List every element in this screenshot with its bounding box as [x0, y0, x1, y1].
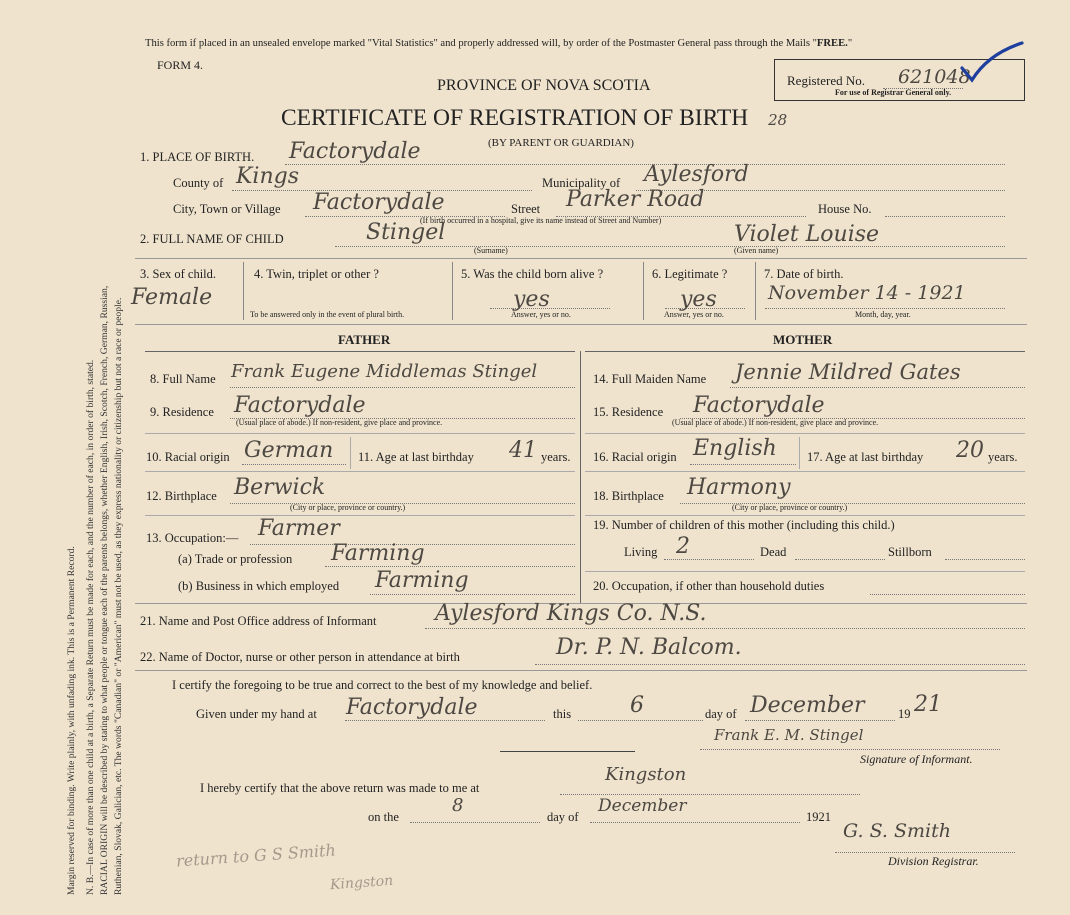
mother-residence-label: 15. Residence — [593, 405, 664, 419]
house-no-label: House No. — [818, 202, 872, 216]
informant-signature: Frank E. M. Stingel — [714, 726, 864, 744]
margin-note-nb: N. B.—In case of more than one child at a birth, a Separate Return must be made for each, and the number of each, in order of birth, stated. — [85, 359, 96, 895]
pencil-note-line1: return to G S Smith — [175, 840, 337, 871]
born-alive-note: Answer, yes or no. — [511, 310, 571, 319]
informant-signature-line — [700, 749, 1000, 750]
legitimate-note: Answer, yes or no. — [664, 310, 724, 319]
mother-residence-value: Factorydale — [693, 393, 825, 418]
dead-label: Dead — [760, 545, 787, 559]
page-subtitle: (BY PARENT OR GUARDIAN) — [488, 137, 634, 149]
mother-name-line — [730, 387, 1025, 388]
child-name-label: 2. FULL NAME OF CHILD — [140, 232, 284, 246]
registrar-day-line — [410, 822, 540, 823]
certification-day-value: 6 — [630, 693, 644, 718]
informant-signature-caption: Signature of Informant. — [860, 752, 973, 766]
registrar-day-value: 8 — [452, 795, 464, 816]
given-under-hand-label: Given under my hand at — [196, 707, 317, 721]
stillborn-line — [945, 559, 1025, 560]
column-divider — [580, 351, 581, 603]
mother-racial-age-sep — [799, 437, 800, 469]
certification-separator — [500, 751, 635, 752]
father-name-label: 8. Full Name — [150, 372, 216, 386]
registrar-month-line — [590, 822, 800, 823]
registrar-statement: I hereby certify that the above return was made to me at — [200, 781, 480, 795]
living-line — [664, 559, 754, 560]
mother-racial-label: 16. Racial origin — [593, 450, 677, 464]
registrar-place-value: Kingston — [605, 764, 687, 785]
row3-sep-2 — [452, 262, 453, 320]
mother-birthplace-label: 18. Birthplace — [593, 489, 664, 503]
row3-bottom-rule — [135, 324, 1027, 325]
county-label: County of — [173, 176, 224, 190]
this-label: this — [553, 707, 572, 721]
page-title — [281, 107, 787, 131]
mother-birthplace-value: Harmony — [687, 475, 791, 500]
city-label: City, Town or Village — [173, 202, 281, 216]
mother-racial-top-rule — [585, 433, 1025, 434]
street-label: Street — [511, 202, 541, 216]
living-label: Living — [624, 545, 658, 559]
registrar-day-of-label: day of — [547, 810, 579, 824]
mother-age-label: 17. Age at last birthday — [807, 450, 924, 464]
mother-residence-note: (Usual place of abode.) If non-resident, give place and province. — [672, 418, 879, 427]
father-age-value: 41 — [509, 438, 537, 463]
surname-caption: (Surname) — [474, 246, 508, 255]
mother-occupation-top-rule — [585, 571, 1025, 572]
mother-heading: MOTHER — [773, 332, 833, 347]
father-racial-label: 10. Racial origin — [146, 450, 230, 464]
margin-note-racial-origin: RACIAL ORIGIN will be described by stating to what people or tongue each of the parents belongs, whether English, Irish, Scotch, French, German, Russian, — [99, 285, 110, 895]
registrar-month-value: December — [598, 796, 687, 816]
father-birthplace-top-rule — [145, 471, 575, 472]
registered-no-label: Registered No. — [787, 73, 865, 88]
registrar-place-line — [560, 794, 860, 795]
mother-name-value: Jennie Mildred Gates — [735, 360, 961, 384]
row3-top-rule — [135, 258, 1027, 259]
sex-label: 3. Sex of child. — [140, 267, 217, 281]
twin-note: To be answered only in the event of plural birth. — [250, 310, 405, 319]
mother-birthplace-note: (City or place, province or country.) — [732, 503, 848, 512]
city-value: Factorydale — [313, 190, 445, 215]
father-trade-value: Farming — [331, 541, 425, 566]
living-value: 2 — [676, 534, 690, 559]
certification-place-line — [345, 720, 545, 721]
legitimate-line — [665, 308, 745, 309]
doctor-bottom-rule — [135, 670, 1027, 671]
mother-children-label: 19. Number of children of this mother (including this child.) — [593, 518, 895, 532]
father-name-value: Frank Eugene Middlemas Stingel — [231, 361, 538, 382]
mother-children-top-rule — [585, 515, 1025, 516]
registrar-signature-line — [835, 852, 1015, 853]
father-trade-line — [325, 566, 575, 567]
doctor-line — [535, 664, 1025, 665]
father-heading-rule — [145, 351, 575, 352]
child-name-line — [335, 246, 1005, 247]
mother-occupation-label: 20. Occupation, if other than household duties — [593, 579, 825, 593]
hospital-note: (If birth occurred in a hospital, give its name instead of Street and Number) — [420, 216, 662, 225]
father-racial-line — [242, 464, 346, 465]
certification-month-line — [745, 720, 895, 721]
date-of-birth-line — [765, 308, 1005, 309]
father-residence-value: Factorydale — [234, 393, 366, 418]
row3-sep-3 — [643, 262, 644, 320]
given-name-caption: (Given name) — [734, 246, 779, 255]
registrar-year-value: 1921 — [806, 810, 831, 824]
father-age-suffix: years. — [541, 450, 571, 464]
stillborn-label: Stillborn — [888, 545, 932, 559]
mother-birthplace-top-rule — [585, 471, 1025, 472]
mother-age-value: 20 — [956, 438, 984, 463]
place-of-birth-label: 1. PLACE OF BIRTH. — [140, 150, 255, 164]
legitimate-label: 6. Legitimate ? — [652, 267, 728, 281]
father-racial-top-rule — [145, 433, 575, 434]
informant-line — [425, 628, 1025, 629]
municipality-value: Aylesford — [644, 162, 749, 187]
certification-year-value: 21 — [914, 692, 942, 717]
child-given-value: Violet Louise — [734, 222, 880, 247]
legitimate-value: yes — [680, 287, 717, 312]
father-occupation-label: 13. Occupation:— — [146, 531, 239, 545]
certification-day-line — [578, 720, 703, 721]
place-of-birth-value: Factorydale — [289, 139, 421, 164]
born-alive-label: 5. Was the child born alive ? — [461, 267, 604, 281]
mother-occupation-line — [870, 594, 1025, 595]
municipality-label: Municipality of — [542, 176, 621, 190]
pencil-note-line2: Kingston — [329, 872, 394, 894]
certification-place-value: Factorydale — [346, 695, 478, 720]
mail-notice — [145, 39, 852, 50]
father-age-label: 11. Age at last birthday — [358, 450, 474, 464]
mail-notice-free: FREE. — [816, 38, 848, 49]
mail-notice-text: This form if placed in an unsealed envelope marked "Vital Statistics" and properly addressed will, by order of the Postmaster General pass through the Mails " — [145, 38, 817, 49]
form-number: FORM 4. — [157, 58, 204, 72]
county-value: Kings — [236, 164, 300, 189]
informant-label: 21. Name and Post Office address of Informant — [140, 614, 377, 628]
registered-no-value: 621048 — [898, 66, 971, 88]
title-year-suffix: 28 — [768, 111, 788, 129]
doctor-label: 22. Name of Doctor, nurse or other person in attendance at birth — [140, 650, 460, 664]
father-birthplace-label: 12. Birthplace — [146, 489, 217, 503]
father-occupation-top-rule — [145, 515, 575, 516]
doctor-value: Dr. P. N. Balcom. — [556, 635, 742, 660]
margin-note-racial-origin-cont: Ruthenian, Slovak, Galician, etc. The words "Canadian" or "American" must not be used, as they express nationality or citizenship but not a race or people. — [113, 297, 124, 895]
day-of-label: day of — [705, 707, 737, 721]
date-of-birth-value: November 14 - 1921 — [768, 282, 966, 304]
father-trade-label: (a) Trade or profession — [178, 552, 293, 566]
date-of-birth-note: Month, day, year. — [855, 310, 911, 319]
twin-label: 4. Twin, triplet or other ? — [254, 267, 379, 281]
mother-age-suffix: years. — [988, 450, 1018, 464]
born-alive-value: yes — [513, 287, 550, 312]
informant-value: Aylesford Kings Co. N.S. — [435, 601, 707, 626]
title-text: CERTIFICATE OF REGISTRATION OF BIRTH — [281, 105, 749, 131]
father-business-value: Farming — [375, 568, 469, 593]
mother-heading-rule — [585, 351, 1025, 352]
mail-notice-close: " — [847, 38, 853, 49]
father-residence-label: 9. Residence — [150, 405, 214, 419]
registered-no-note: For use of Registrar General only. — [835, 88, 952, 97]
dead-line — [795, 559, 885, 560]
division-registrar-caption: Division Registrar. — [888, 854, 979, 868]
date-of-birth-label: 7. Date of birth. — [764, 267, 844, 281]
sex-value: Female — [131, 285, 213, 310]
row3-sep-4 — [755, 262, 756, 320]
father-residence-note: (Usual place of abode.) If non-resident, give place and province. — [236, 418, 443, 427]
margin-note-binding: Margin reserved for binding. Write plainly, with unfading ink. This is a Permanent Record. — [66, 546, 77, 895]
province-heading: PROVINCE OF NOVA SCOTIA — [437, 77, 651, 94]
father-heading: FATHER — [338, 332, 391, 347]
registrar-on-label: on the — [368, 810, 399, 824]
father-birthplace-note: (City or place, province or country.) — [290, 503, 406, 512]
father-business-line — [370, 594, 575, 595]
certification-year-prefix: 19 — [898, 707, 911, 721]
child-surname-value: Stingel — [366, 220, 446, 245]
mother-racial-value: English — [693, 436, 777, 461]
father-occupation-value: Farmer — [258, 516, 340, 541]
father-business-label: (b) Business in which employed — [178, 579, 340, 593]
father-racial-value: German — [244, 438, 334, 463]
registrar-signature: G. S. Smith — [843, 820, 951, 842]
father-name-line — [230, 387, 575, 388]
check-mark-icon — [958, 40, 1028, 90]
born-alive-line — [490, 308, 610, 309]
father-birthplace-value: Berwick — [234, 475, 326, 500]
street-value: Parker Road — [566, 187, 705, 212]
house-no-line — [885, 216, 1005, 217]
father-racial-age-sep — [350, 437, 351, 469]
certification-statement: I certify the foregoing to be true and correct to the best of my knowledge and belief. — [172, 678, 593, 692]
certification-month-value: December — [750, 693, 865, 718]
mother-racial-line — [690, 464, 796, 465]
mother-name-label: 14. Full Maiden Name — [593, 372, 707, 386]
row3-sep-1 — [243, 262, 244, 320]
